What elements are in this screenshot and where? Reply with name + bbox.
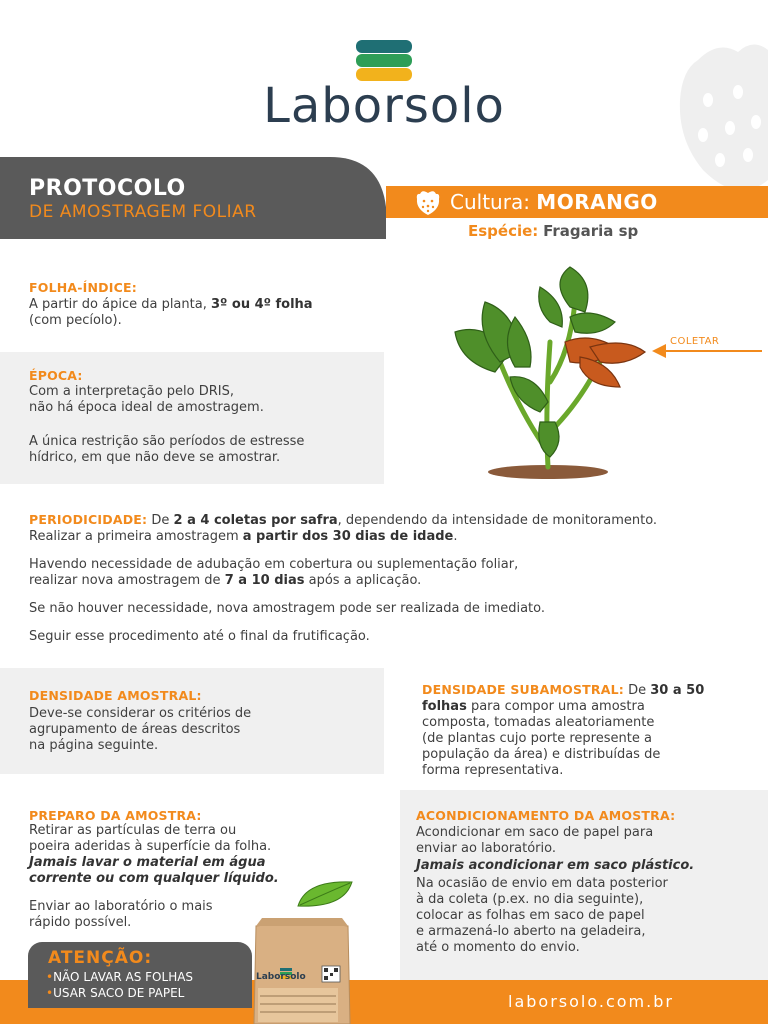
densidade-section	[0, 668, 384, 774]
acond-line2: enviar ao laboratório.	[416, 841, 556, 856]
subamostral-bold-b: 30 a 50	[650, 683, 705, 698]
subamostral-line3: (de plantas cujo porte represente a	[422, 731, 652, 746]
logo-mark-icon	[356, 40, 412, 82]
species-line	[468, 222, 638, 240]
periodicidade-text-f: .	[453, 529, 458, 544]
subamostral-line1b	[422, 699, 762, 715]
species-label: Espécie:	[468, 222, 539, 240]
periodicidade-label: PERIODICIDADE:	[29, 512, 148, 527]
folha-line1-text: A partir do ápice da planta,	[29, 297, 207, 312]
epoca-line4: hídrico, em que não deve se amostrar.	[29, 450, 281, 465]
preparo-label: PREPARO DA AMOSTRA:	[29, 808, 202, 823]
subamostral-line4: população da área) e distribuídas de	[422, 747, 661, 762]
periodicidade-text-p2b: realizar nova amostragem de	[29, 573, 221, 588]
culture-label: Cultura:	[450, 190, 530, 214]
periodicidade-line5: Se não houver necessidade, nova amostragem pode ser realizada de imediato.	[29, 601, 546, 616]
coletar-label: COLETAR	[670, 336, 720, 347]
epoca-line2: não há época ideal de amostragem.	[29, 400, 264, 415]
preparo-line6: rápido possível.	[29, 915, 132, 930]
periodicidade-line1	[29, 512, 759, 529]
logo-text: Laborsolo	[263, 78, 505, 134]
subamostral-line1	[422, 682, 762, 699]
periodicidade-line2	[29, 529, 759, 545]
subamostral-line5: forma representativa.	[422, 763, 564, 778]
periodicidade-bold-b: 2 a 4 coletas por safra	[173, 513, 338, 528]
bag-brand: Laborsolo	[256, 972, 306, 982]
periodicidade-text-a: De	[151, 513, 170, 528]
paper-bag-illustration	[252, 918, 352, 1024]
subamostral-text-a: De	[628, 683, 647, 698]
subamostral-section	[422, 682, 762, 779]
periodicidade-text-p2d: após a aplicação.	[308, 573, 422, 588]
periodicidade-line6: Seguir esse procedimento até o final da frutificação.	[29, 629, 370, 644]
periodicidade-bold-e: a partir dos 30 dias de idade	[242, 529, 454, 544]
periodicidade-line4	[29, 573, 759, 589]
periodicidade-text-d: Realizar a primeira amostragem	[29, 529, 239, 544]
preparo-line5: Enviar ao laboratório o mais	[29, 899, 213, 914]
epoca-line1: Com a interpretação pelo DRIS,	[29, 384, 234, 399]
atencao-item1-text: NÃO LAVAR AS FOLHAS	[53, 970, 194, 984]
culture-value: MORANGO	[536, 190, 658, 214]
preparo-line2: poeira aderidas à superfície da folha.	[29, 839, 272, 854]
epoca-section	[0, 352, 384, 484]
acond-line6: colocar as folhas em saco de papel	[416, 908, 645, 923]
acond-line1: Acondicionar em saco de papel para	[416, 825, 654, 840]
brand-logo	[236, 40, 532, 134]
folha-line1	[29, 297, 389, 313]
atencao-item2	[46, 986, 184, 1000]
preparo-line4: corrente ou com qualquer líquido.	[29, 871, 279, 886]
protocol-title: PROTOCOLO	[29, 176, 186, 201]
atencao-item2-text: USAR SACO DE PAPEL	[53, 986, 185, 1000]
atencao-title: ATENÇÃO:	[48, 948, 153, 968]
periodicidade-line3: Havendo necessidade de adubação em cobertura ou suplementação foliar,	[29, 557, 519, 572]
subamostral-label: DENSIDADE SUBAMOSTRAL:	[422, 682, 624, 697]
preparo-line3: Jamais lavar o material em água	[29, 855, 266, 870]
strawberry-plant-illustration	[440, 262, 670, 484]
leaf-icon	[296, 876, 354, 912]
protocol-subtitle: DE AMOSTRAGEM FOLIAR	[29, 202, 257, 222]
acond-line5: à da coleta (p.ex. no dia seguinte),	[416, 892, 644, 907]
densidade-line1: Deve-se considerar os critérios de	[29, 706, 252, 721]
densidade-line2: agrupamento de áreas descritos	[29, 722, 241, 737]
acond-line3: Jamais acondicionar em saco plástico.	[416, 858, 695, 873]
atencao-item1	[46, 970, 193, 984]
species-value: Fragaria sp	[543, 222, 639, 240]
epoca-label: ÉPOCA:	[29, 368, 83, 383]
folha-line2: (com pecíolo).	[29, 313, 122, 328]
acond-line7: e armazená-lo aberto na geladeira,	[416, 924, 646, 939]
culture-line	[450, 190, 658, 214]
epoca-line3: A única restrição são períodos de estresse	[29, 434, 305, 449]
subamostral-bold-c: folhas	[422, 699, 467, 714]
strawberry-watermark-icon	[668, 30, 768, 200]
densidade-line3: na página seguinte.	[29, 738, 159, 753]
atencao-bullet-2: •	[46, 986, 54, 1000]
preparo-section	[29, 808, 369, 931]
strawberry-icon	[414, 187, 442, 217]
footer-site: laborsolo.com.br	[508, 992, 674, 1011]
folha-label: FOLHA-ÍNDICE:	[29, 280, 137, 295]
subamostral-text-d: para compor uma amostra	[470, 699, 645, 714]
atencao-box	[28, 942, 252, 1008]
periodicidade-section	[29, 512, 759, 645]
densidade-label: DENSIDADE AMOSTRAL:	[29, 688, 202, 703]
acondicionamento-label: ACONDICIONAMENTO DA AMOSTRA:	[416, 808, 676, 823]
folha-section	[29, 280, 389, 329]
atencao-bullet-1: •	[46, 970, 54, 984]
subamostral-line2: composta, tomadas aleatoriamente	[422, 715, 655, 730]
acond-line8: até o momento do envio.	[416, 940, 580, 955]
periodicidade-text-c: , dependendo da intensidade de monitoramento.	[337, 513, 658, 528]
paper-bag-icon	[252, 918, 352, 1024]
acondicionamento-section	[400, 790, 768, 980]
acond-line4: Na ocasião de envio em data posterior	[416, 876, 668, 891]
folha-line1-bold: 3º ou 4º folha	[210, 297, 313, 312]
periodicidade-bold-p2c: 7 a 10 dias	[224, 573, 305, 588]
preparo-line1: Retirar as partículas de terra ou	[29, 823, 237, 838]
